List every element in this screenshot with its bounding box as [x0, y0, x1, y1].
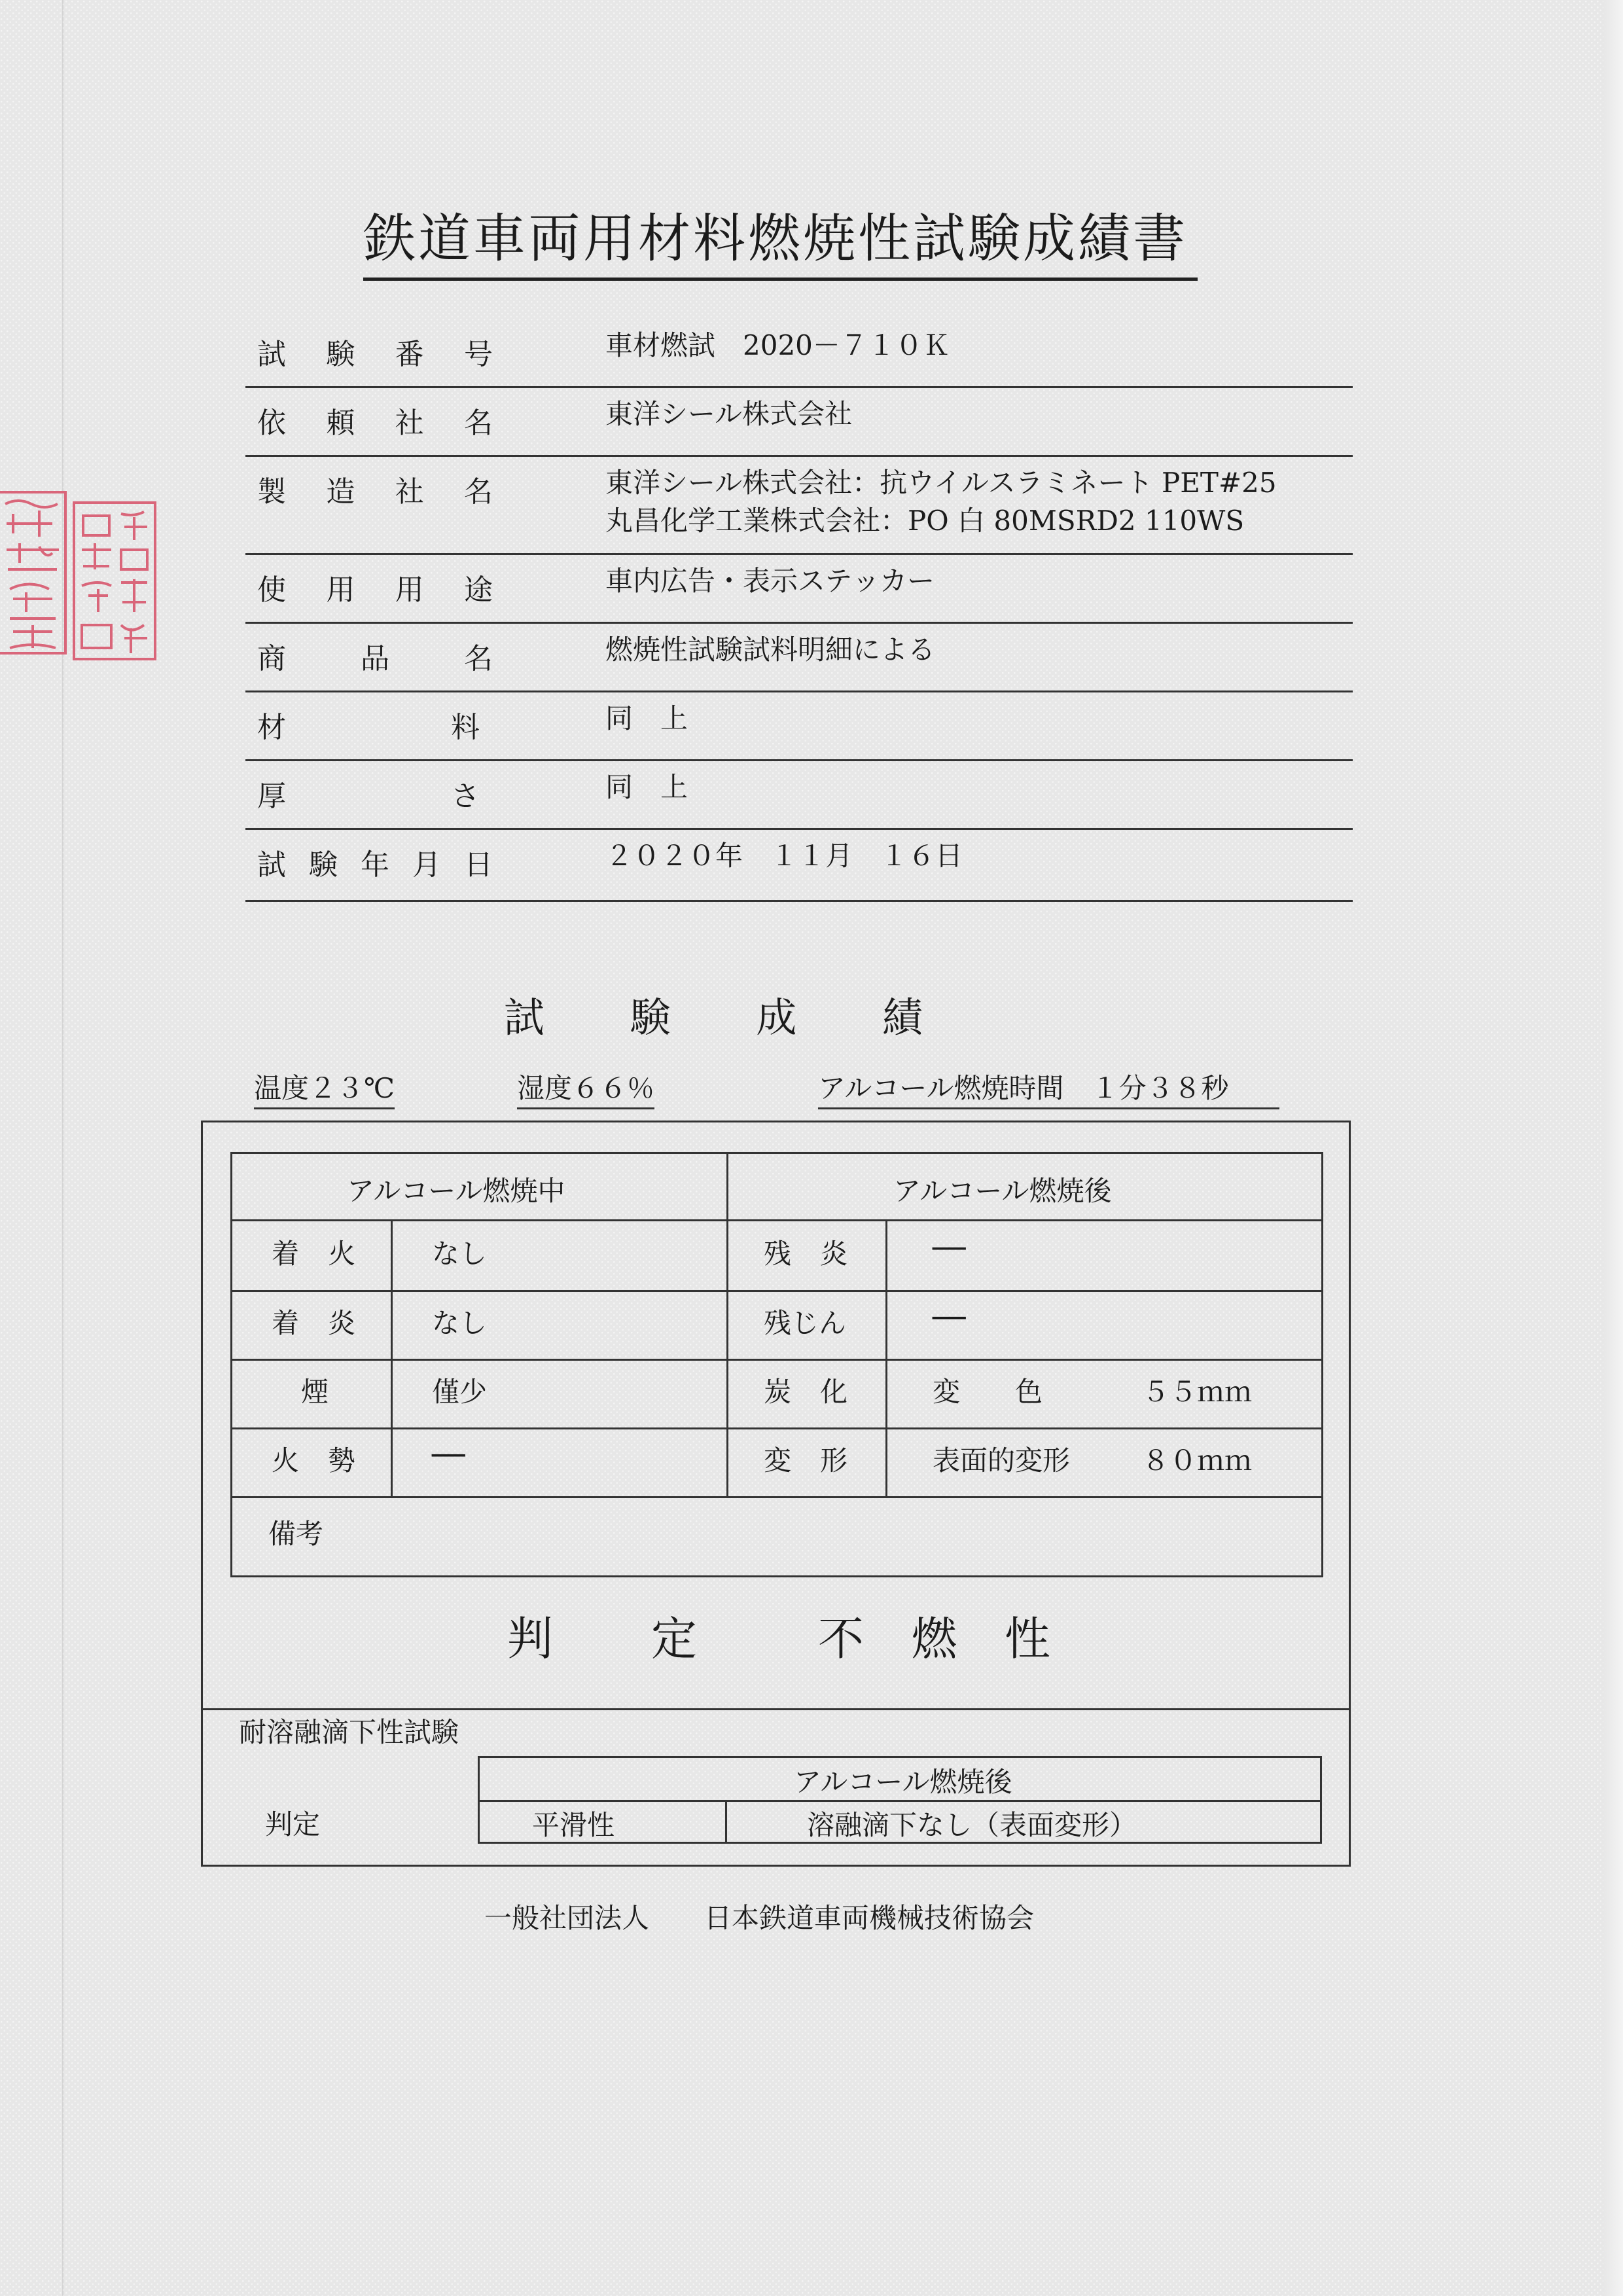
- info-label-char: 厚: [257, 780, 286, 813]
- info-row: [245, 635, 1353, 692]
- info-label: [257, 772, 480, 814]
- info-row: [245, 331, 1353, 388]
- during-row-label: [272, 1302, 355, 1341]
- info-label: [257, 331, 493, 372]
- after-row-label-char: 変: [764, 1444, 792, 1477]
- info-label-char: 名: [463, 475, 493, 509]
- smoothness-label: 平滑性: [532, 1809, 615, 1841]
- during-row-label-char: 炎: [327, 1307, 355, 1339]
- info-value: 丸昌化学工業株式会社：PO 白 80MSRD2 110WS: [605, 505, 1245, 537]
- info-label-char: 験: [309, 848, 338, 882]
- info-value: 同 上: [605, 702, 688, 734]
- drip-test-title: 耐溶融滴下性試験: [239, 1716, 459, 1748]
- during-row-label-char: 火: [327, 1238, 355, 1270]
- drip-section-divider: [203, 1708, 1349, 1710]
- verdict-label-char: 判: [507, 1612, 553, 1666]
- during-row-value: なし: [432, 1238, 488, 1270]
- during-row-label-char: 火: [272, 1444, 300, 1477]
- info-label-char: 名: [463, 406, 493, 440]
- after-row-value: ──: [933, 1232, 966, 1265]
- info-value: 東洋シール株式会社：抗ウイルスラミネート PET#25: [605, 467, 1277, 499]
- info-row: [245, 399, 1353, 457]
- verdict-value-char: 燃: [911, 1612, 957, 1666]
- info-label-char: 日: [464, 848, 493, 882]
- results-heading: [504, 985, 923, 1043]
- during-row-value: ──: [432, 1439, 465, 1471]
- alcohol-burn-time: アルコール燃焼時間 １分３８秒: [818, 1067, 1279, 1109]
- temperature-condition: 温度２３℃: [254, 1067, 395, 1109]
- info-label: [257, 566, 493, 608]
- during-row-label-char: 着: [272, 1238, 300, 1270]
- results-heading-char: 成: [756, 994, 797, 1041]
- official-seal-secondary: [69, 497, 160, 664]
- info-label-char: 験: [326, 338, 355, 371]
- results-heading-char: 試: [504, 994, 545, 1041]
- info-label: [257, 635, 493, 677]
- after-row-value: 変 色: [933, 1376, 1043, 1408]
- during-row-label: [272, 1232, 355, 1272]
- info-value: ２０２０年 １１月 １６日: [605, 840, 963, 872]
- info-label-char: 商: [257, 642, 286, 675]
- verdict-value: [818, 1602, 1050, 1668]
- during-row-value: なし: [432, 1307, 488, 1339]
- after-burn-header: アルコール燃焼後: [893, 1175, 1112, 1207]
- after-row-label-char: 残: [764, 1238, 792, 1270]
- official-seal: [0, 484, 72, 661]
- info-value: 燃焼性試験試料明細による: [605, 634, 936, 666]
- info-label-char: 製: [257, 475, 286, 509]
- smoothness-value: 溶融滴下なし（表面変形）: [807, 1809, 1137, 1841]
- info-label-char: 品: [361, 642, 389, 675]
- drip-table-header: アルコール燃焼後: [794, 1766, 1012, 1798]
- results-heading-char: 績: [882, 994, 923, 1041]
- burn-results-table: [230, 1152, 1323, 1577]
- after-row-label: [764, 1439, 847, 1479]
- after-row-label-char: 炭: [764, 1376, 792, 1408]
- info-row: [245, 566, 1353, 624]
- verdict-label: [507, 1602, 697, 1668]
- info-label-char: 料: [451, 711, 480, 744]
- during-row-label-char: 煙: [301, 1376, 329, 1408]
- document-title: 鉄道車両用材料燃焼性試験成績書: [363, 203, 1198, 281]
- info-label-char: 試: [257, 848, 286, 882]
- info-label-char: 号: [463, 338, 493, 371]
- verdict-label-char: 定: [651, 1612, 697, 1666]
- after-row-value: ──: [933, 1302, 966, 1334]
- info-label: [257, 704, 480, 745]
- info-label-char: 用: [395, 573, 424, 607]
- drip-judgement-label: 判定: [265, 1808, 321, 1840]
- info-label-char: 名: [464, 642, 493, 675]
- during-row-label: [272, 1439, 355, 1479]
- remarks-label: 備考: [268, 1518, 324, 1550]
- info-label-char: 材: [257, 711, 286, 744]
- during-burn-header: アルコール燃焼中: [347, 1175, 565, 1207]
- after-row-label: [764, 1232, 847, 1272]
- info-label-char: 依: [257, 406, 286, 440]
- after-row-label-char: 化: [819, 1376, 847, 1408]
- after-row-label-char: 形: [819, 1444, 847, 1477]
- info-label-char: 月: [412, 848, 441, 882]
- drip-test-table: [478, 1756, 1322, 1844]
- after-row-label: [764, 1302, 846, 1341]
- info-value: 車材燃試 2020－７１０Ｋ: [605, 329, 950, 361]
- after-row-label-char: 炎: [819, 1238, 847, 1270]
- info-label: [257, 468, 493, 510]
- info-row: [245, 704, 1353, 761]
- info-label: [257, 841, 493, 883]
- during-row-label: [301, 1371, 329, 1410]
- verdict-value-char: 性: [1005, 1612, 1050, 1666]
- info-label-char: 頼: [326, 406, 355, 440]
- info-value: 東洋シール株式会社: [605, 398, 853, 430]
- info-label-char: 試: [257, 338, 286, 371]
- during-row-value: 僅少: [432, 1376, 488, 1408]
- during-row-label-char: 着: [272, 1307, 300, 1339]
- page-edge: [1603, 0, 1623, 2296]
- after-row-value: 表面的変形: [933, 1444, 1071, 1477]
- info-value: 同 上: [605, 771, 688, 803]
- info-label-char: 番: [395, 338, 424, 371]
- info-row: [245, 468, 1353, 555]
- info-label-char: 途: [463, 573, 493, 607]
- info-value: 車内広告・表示ステッカー: [605, 565, 935, 597]
- info-label: [257, 399, 493, 441]
- humidity-condition: 湿度６６％: [517, 1067, 654, 1109]
- info-row: [245, 772, 1353, 830]
- after-row-label: [764, 1371, 847, 1410]
- info-label-char: 社: [395, 475, 424, 509]
- info-label-char: 用: [326, 573, 355, 607]
- info-label-char: 造: [326, 475, 355, 509]
- info-row: [245, 841, 1353, 902]
- results-heading-char: 験: [630, 994, 671, 1041]
- during-row-label-char: 勢: [327, 1444, 355, 1477]
- info-label-char: さ: [451, 780, 480, 813]
- verdict-value-char: 不: [818, 1612, 864, 1666]
- after-row-value: ５５ｍｍ: [1142, 1376, 1253, 1408]
- info-label-char: 使: [257, 573, 286, 607]
- issuer-footer: 一般社団法人 日本鉄道車両機械技術協会: [484, 1902, 1035, 1934]
- page-fold: [62, 0, 63, 2296]
- info-label-char: 年: [361, 848, 389, 882]
- after-row-label-char: 残じん: [764, 1307, 847, 1339]
- after-row-value: ８０ｍｍ: [1142, 1444, 1253, 1477]
- info-label-char: 社: [395, 406, 424, 440]
